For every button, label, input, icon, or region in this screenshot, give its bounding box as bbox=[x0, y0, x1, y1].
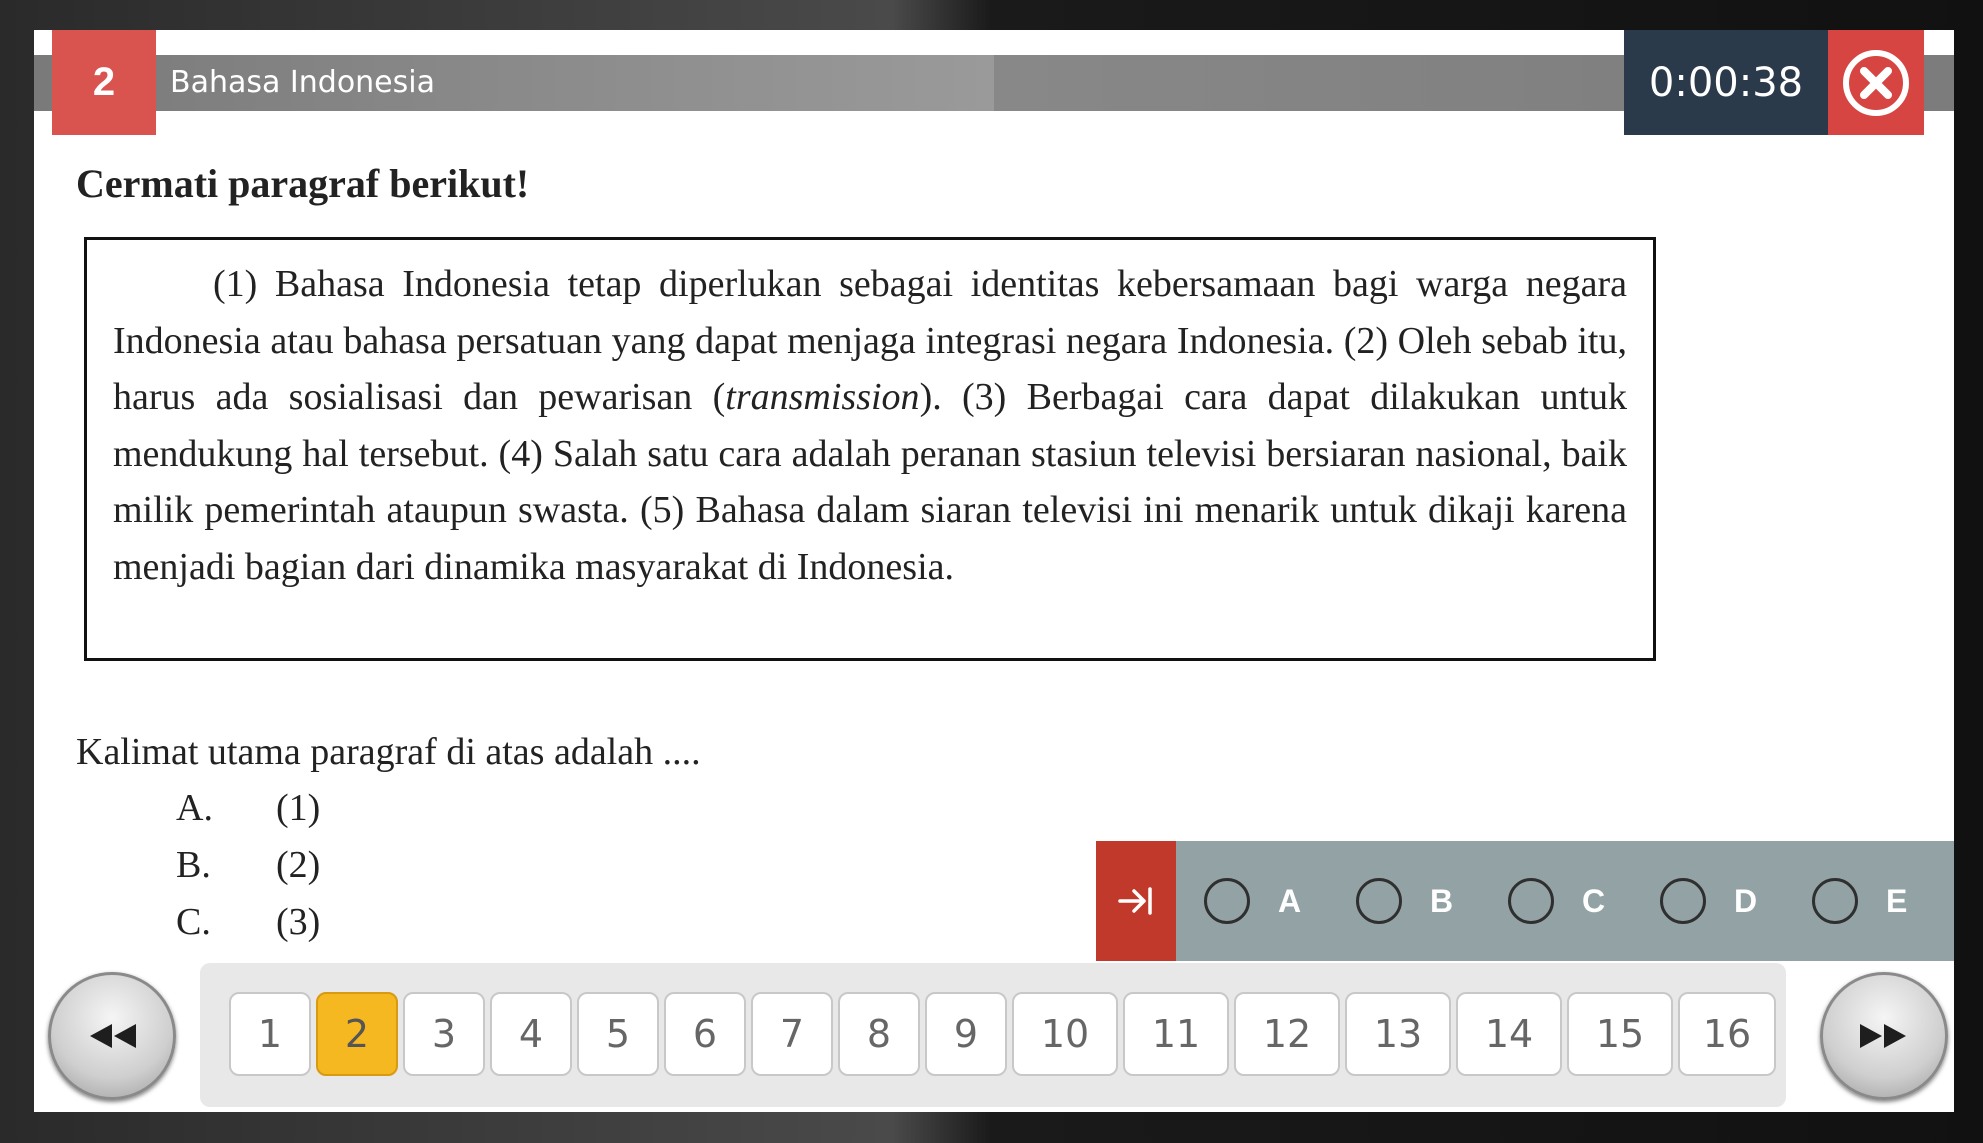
option-letter: C. bbox=[176, 901, 211, 943]
radio-circle-icon[interactable] bbox=[1508, 878, 1554, 924]
passage-box bbox=[84, 237, 1656, 661]
option-text: (3) bbox=[276, 901, 321, 943]
page-button[interactable]: 1 bbox=[229, 992, 311, 1076]
option-c bbox=[176, 894, 320, 951]
option-letter: B. bbox=[176, 844, 211, 886]
page-button-active[interactable]: 2 bbox=[316, 992, 398, 1076]
option-b bbox=[176, 837, 320, 894]
question-number-badge: 2 bbox=[52, 30, 156, 135]
page-button[interactable]: 4 bbox=[490, 992, 572, 1076]
page-button[interactable]: 6 bbox=[664, 992, 746, 1076]
page-button[interactable]: 15 bbox=[1567, 992, 1673, 1076]
question-pager bbox=[229, 992, 1776, 1076]
page-button[interactable]: 5 bbox=[577, 992, 659, 1076]
answer-choice-label: B bbox=[1430, 882, 1454, 919]
radio-circle-icon[interactable] bbox=[1660, 878, 1706, 924]
previous-question-button[interactable] bbox=[48, 972, 176, 1100]
page-button[interactable]: 14 bbox=[1456, 992, 1562, 1076]
instruction-heading: Cermati paragraf berikut! bbox=[76, 161, 530, 206]
passage-part-2: ). (3) Berbagai cara dapat dilakukan untuk mendukung hal tersebut. (4) Salah satu cara adalah peranan stasiun televisi bersiaran nasional, baik milik pemerintah ataupun swasta. (5) Bahasa dalam siaran televisi ini menarik untuk dikaji karena menjadi bagian dari dinamika masyarakat di Indonesia. bbox=[113, 376, 1627, 588]
page-button[interactable]: 8 bbox=[838, 992, 920, 1076]
answer-choice-label: C bbox=[1582, 882, 1606, 919]
options-list bbox=[176, 780, 320, 951]
answer-choice-a[interactable] bbox=[1204, 841, 1301, 961]
subject-title: Bahasa Indonesia bbox=[170, 65, 435, 100]
answer-choice-label: A bbox=[1278, 882, 1302, 919]
answer-choice-c[interactable] bbox=[1508, 841, 1605, 961]
option-text: (1) bbox=[276, 787, 321, 829]
timer: 0:00:38 bbox=[1624, 30, 1828, 135]
page-button[interactable]: 3 bbox=[403, 992, 485, 1076]
exam-screen bbox=[34, 30, 1954, 1112]
passage-part-1: (1) Bahasa Indonesia tetap diperlukan sebagai identitas kebersamaan bagi warga negara Indonesia atau bahasa persatuan yang dapat menjaga integrasi negara Indonesia. (2) Oleh sebab itu, harus ada sosialisasi dan pewarisan ( bbox=[113, 263, 1627, 418]
page-button[interactable]: 13 bbox=[1345, 992, 1451, 1076]
page-button[interactable]: 16 bbox=[1678, 992, 1776, 1076]
option-a bbox=[176, 780, 320, 837]
collapse-panel-button[interactable] bbox=[1096, 841, 1176, 961]
answer-choice-b[interactable] bbox=[1356, 841, 1453, 961]
answer-choice-d[interactable] bbox=[1660, 841, 1757, 961]
radio-circle-icon[interactable] bbox=[1204, 878, 1250, 924]
page-button[interactable]: 9 bbox=[925, 992, 1007, 1076]
answer-choice-label: D bbox=[1734, 882, 1758, 919]
answer-choice-label: E bbox=[1886, 882, 1908, 919]
fast-forward-icon bbox=[1856, 1021, 1912, 1051]
question-text: Kalimat utama paragraf di atas adalah .... bbox=[76, 731, 701, 773]
answer-panel bbox=[1096, 841, 1954, 961]
rewind-icon bbox=[84, 1021, 140, 1051]
close-circle-icon bbox=[1841, 48, 1911, 118]
page-button[interactable]: 10 bbox=[1012, 992, 1118, 1076]
arrow-to-right-bar-icon bbox=[1116, 881, 1156, 921]
passage-text bbox=[113, 256, 1627, 595]
next-question-button[interactable] bbox=[1820, 972, 1948, 1100]
answer-choice-e[interactable] bbox=[1812, 841, 1907, 961]
page-button[interactable]: 12 bbox=[1234, 992, 1340, 1076]
radio-circle-icon[interactable] bbox=[1356, 878, 1402, 924]
option-text: (2) bbox=[276, 844, 321, 886]
page-button[interactable]: 7 bbox=[751, 992, 833, 1076]
option-letter: A. bbox=[176, 787, 213, 829]
passage-italic: transmission bbox=[725, 376, 920, 418]
close-button[interactable] bbox=[1828, 30, 1924, 135]
radio-circle-icon[interactable] bbox=[1812, 878, 1858, 924]
page-button[interactable]: 11 bbox=[1123, 992, 1229, 1076]
